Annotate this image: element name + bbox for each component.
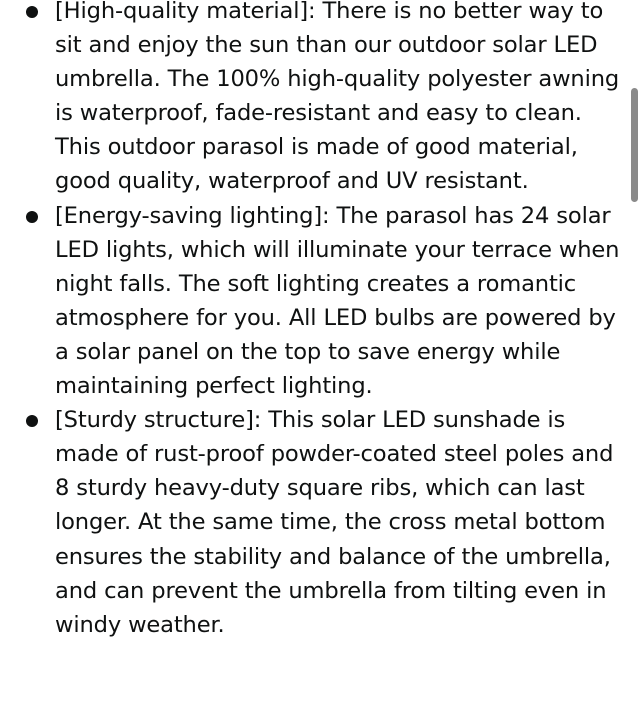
feature-bullet-high-quality-material bbox=[0, 0, 620, 199]
scrollbar-thumb[interactable] bbox=[631, 88, 638, 202]
bullet-text: [High-quality material]: There is no better way to sit and enjoy the sun than our outdoor solar LED umbrella. The 100% high-quality polyester awning is waterproof, fade-resistant and easy to clean. This outdoor parasol is made of good material, good quality, waterproof and UV resistant. bbox=[55, 0, 620, 195]
bullet-text: [Energy-saving lighting]: The parasol has 24 solar LED lights, which will illuminate your terrace when night falls. The soft lighting creates a romantic atmosphere for you. All LED bulbs are powered by a solar panel on the top to save energy while maintaining perfect lighting. bbox=[55, 202, 620, 400]
bullet-text: [Sturdy structure]: This solar LED sunshade is made of rust-proof powder-coated steel poles and 8 sturdy heavy-duty square ribs, which can last longer. At the same time, the cross metal bottom ensures the stability and balance of the umbrella, and can prevent the umbrella from tilting even in windy weather. bbox=[55, 407, 614, 638]
bullet-dot-icon bbox=[26, 6, 38, 18]
feature-bullet-sturdy-structure bbox=[0, 403, 620, 642]
bullet-dot-icon bbox=[26, 415, 38, 427]
vertical-scrollbar[interactable] bbox=[631, 0, 643, 720]
feature-bullet-energy-saving-lighting bbox=[0, 199, 620, 404]
bullet-dot-icon bbox=[26, 211, 38, 223]
